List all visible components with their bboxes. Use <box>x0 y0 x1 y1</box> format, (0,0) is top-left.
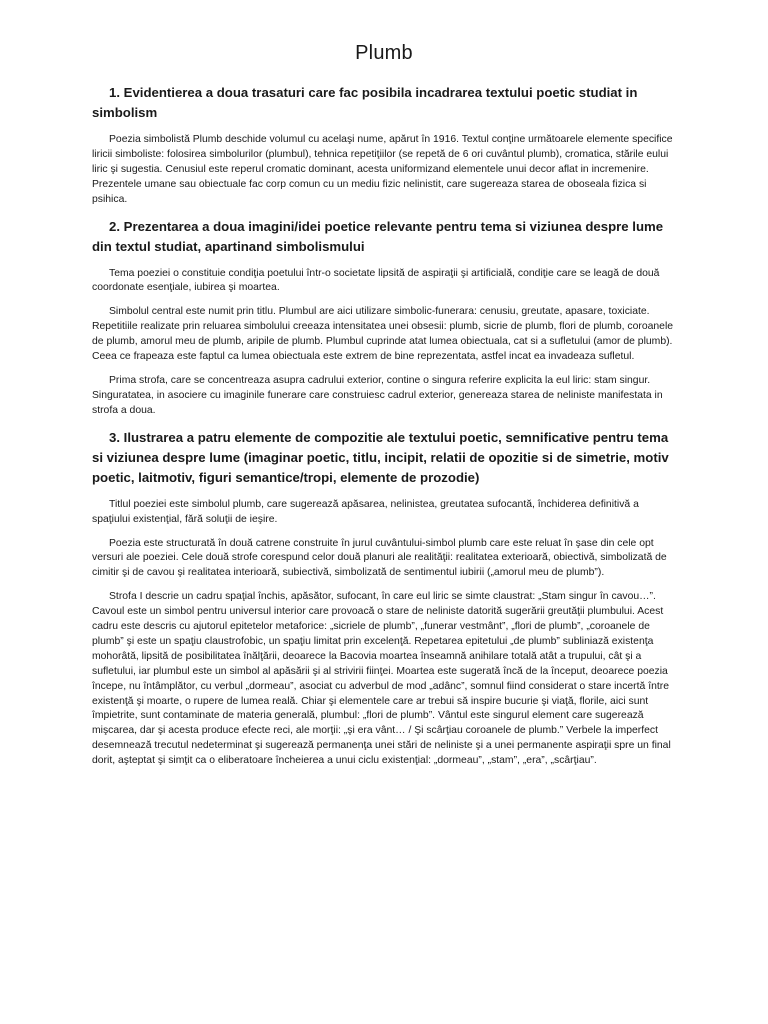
section-2-paragraph-2: Simbolul central este numit prin titlu. Plumbul are aici utilizare simbolic-funerara: cenusiu, greutate, apasare, toxiciate. Repetitiile realizate prin reluarea simbolului creeaza intensitatea unei obsesii: plumb, sicrie de plumb, flori de plumb, coroanele de plumb, amorul meu de plumb, aripile de plumb. Plumbul cuprinde atat lumea obiectuala, cat si a sufletului (amor de plumb). Ceea ce frapeaza este faptul ca lumea obiectuala este extrem de bine reprezentata, astfel incat ea invadeaza sufletul. <box>92 306 674 363</box>
section-1-heading: 1. Evidentierea a doua trasaturi care fac posibila incadrarea textului poetic studiat in simbolism <box>92 85 638 120</box>
section-3-heading: 3. Ilustrarea a patru elemente de compozitie ale textului poetic, semnificative pentru tema si viziunea despre lume (imaginar poetic, titlu, incipit, relatii de opozitie si de simetrie, motiv poetic, laitmotiv, figuri semantice/tropi, elemente de prozodie) <box>92 429 669 485</box>
section-1-paragraph-1: Poezia simbolistă Plumb deschide volumul cu acelaşi nume, apărut în 1916. Textul conţine următoarele elemente specifice liricii simboliste: folosirea simbolurilor (plumbul), tehnica repetiţiilor (se repetă de 6 ori cuvântul plumb), cromatica, stările eului liric şi sugestia. Cenusiul este reperul cromatic dominant, acesta uniformizand elementele unui decor aflat in incremenire. Prezentele umane sau obiectuale fac corp comun cu un mediu fizic nelinistit, care sugereaza starea de oboseala fizica si psihica. <box>92 134 673 205</box>
section-2-paragraph-1: Tema poeziei o constituie condiţia poetului într-o societate lipsită de aspiraţii şi artificială, condiţie care se leagă de două coordonate esenţiale, iubirea şi moartea. <box>92 267 660 294</box>
section-3-paragraph-3: Strofa I descrie un cadru spaţial închis, apăsător, sufocant, în care eul liric se simte claustrat: „Stam singur în cavou…”. Cavoul este un simbol pentru universul interior care provoacă o stare de neliniste datorită sugerării greutăţii plumbului. Acest cadru este descris cu ajutorul epitetelor metaforice: „sicriele de plumb”, „funerar vestmânt”, „flori de plumb”, „coroanele de plumb” şi este un spaţiu claustrofobic, un spaţiu limitat prin excelenţă. Repetarea epitetului „de plumb” subliniază existenţa mohorâtă, lipsită de posibilitatea înălţării, deoarece la Bacovia moartea înseamnă anihilare totală atât a trupului, cât şi a sufletului, iar plumbul este un simbol al apăsării şi al strivirii fiinţei. Moartea este sugerată încă de la început, deoarece poezia începe, nu întâmplător, cu verbul „dormeau”, asociat cu adverbul de mod „adânc”, somnul fiind considerat o stare incertă între existenţă şi moarte, o rupere de lumea reală. Chiar şi elementele care ar trebui să inspire bucurie şi viaţă, florile, aici sunt împietrite, sunt contaminate de materia generală, plumbul: „flori de plumb”. Vântul este singurul element care sugerează mişcarea, dar şi acesta produce efecte reci, ale morţii: „şi era vânt… / Şi scârţiau coroanele de plumb.” Verbele la imperfect desemnează trecutul nedeterminat şi sugerează permanenţa unei stări de neliniste şi a unei permanente aspiraţii spre un final dorit, aşteptat şi simţit ca o eliberatoare încheierea a unui ciclu existenţial: „dormeau”, „stam”, „era”, „scârţiau”. <box>92 591 671 767</box>
section-2-heading: 2. Prezentarea a doua imagini/idei poetice relevante pentru tema si viziunea despre lume din textul studiat, apartinand simbolismului <box>92 218 664 254</box>
section-3-paragraph-2: Poezia este structurată în două catrene construite în jurul cuvântului-simbol plumb care este reluat în şase din cele opt versuri ale poeziei. Cele două strofe corespund celor două planuri ale realităţii: realitatea exterioară, obiectivă, simbolizată de cimitir şi de cavou şi realitatea interioară, subiectivă, simbolizată de sentimentul iubirii („amorul meu de plumb”). <box>92 537 667 579</box>
section-3-paragraph-1: Titlul poeziei este simbolul plumb, care sugerează apăsarea, nelinistea, greutatea sufocantă, închiderea definitivă a spaţiului existenţial, fără soluţii de ieşire. <box>92 498 639 525</box>
section-2-paragraph-3: Prima strofa, care se concentreaza asupra cadrului exterior, contine o singura referire explicita la eul liric: stam singur. Singuratatea, in asociere cu imaginile funerare care construiesc cadrul exterior, genereaza starea de neliniste manifestata in strofa a doua. <box>92 374 663 416</box>
document-title: Plumb <box>355 42 413 64</box>
